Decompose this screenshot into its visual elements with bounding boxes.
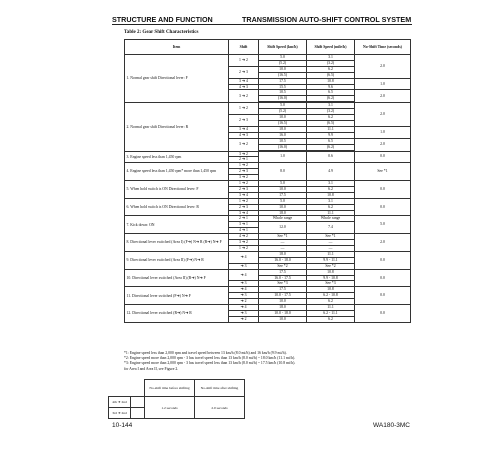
col-item: Item [125, 40, 229, 55]
cell-kmh: 16.0 - 17.5 [259, 275, 307, 281]
cell-kmh: 18.0 [259, 126, 307, 132]
cell-shift: 2 ➜ 3 [229, 115, 259, 127]
cell-time: 0.0 [355, 269, 411, 287]
cell-shift: 2 ➜ 3 [229, 204, 259, 210]
cell-kmh: Whole range [259, 216, 307, 222]
cell-mph: 6.2 [307, 299, 355, 305]
cell-mph: 6.2 [307, 204, 355, 210]
cell-shift: 1 ➜ 2 [229, 246, 259, 252]
cell-kmh: 16.0 - 18.0 [259, 257, 307, 263]
row-item: 5. When hold switch is ON Directional lever: F [125, 181, 229, 199]
cell-mph: 6.2 [307, 115, 355, 121]
cell-shift: 3 ➜ 1 [229, 222, 259, 228]
table-header-row [125, 40, 411, 55]
cell-mph: 11.1 [307, 126, 355, 132]
cell-shift: 3 ➜ 4 [229, 126, 259, 132]
table-notes [124, 351, 424, 372]
row-item: 9. Directional lever switched (Area II) (F➜) N➜ R [125, 251, 229, 269]
cell-time: See *1 [355, 163, 411, 181]
cell-shift: 2 ➜ 3 [229, 169, 259, 175]
cell-mph: 10.8 [307, 269, 355, 275]
cell-shift: 2 ➜ 3 [229, 186, 259, 192]
cell-shift: 1 ➜ 2 [229, 103, 259, 115]
cell-mph: See *2 [307, 263, 355, 269]
cell-time: 0.0 [355, 198, 411, 216]
cell-time: 0.0 [355, 305, 411, 323]
header-rule [112, 24, 412, 25]
cell-shift: 4 ➜ 3 [229, 84, 259, 90]
sub-shift: 3rd ➜ 2nd [109, 408, 131, 419]
cell-shift: 3 ➜ 2 [229, 90, 259, 103]
cell-kmh: 18.0 [259, 251, 307, 257]
cell-shift: 4 ➜ 2 [229, 234, 259, 240]
cell-kmh: 5.0 [259, 55, 307, 61]
cell-kmh: 17.5 [259, 192, 307, 198]
cell-time: 2.0 [355, 90, 411, 103]
cell-shift: 1 ➜ 2 [229, 163, 259, 169]
cell-shift: 1 ➜ 2 [229, 55, 259, 67]
table-row [109, 397, 245, 408]
cell-mph: 4.9 [307, 163, 355, 181]
cell-shift: 3 ➜ 4 [229, 78, 259, 84]
cell-kmh: 17.5 [259, 287, 307, 293]
row-item: 7. Kick down: ON [125, 216, 229, 234]
no-shift-time-table [108, 379, 245, 419]
header-right: TRANSMISSION AUTO-SHIFT CONTROL SYSTEM [242, 15, 412, 24]
cell-shift: ➜ 4 [229, 305, 259, 311]
sub-before: 1.2 seconds [145, 397, 195, 419]
cell-kmh: See *3 [259, 281, 307, 287]
cell-mph: 6.5 [307, 90, 355, 96]
row-item: 1. Normal gear shift Directional lever: F [125, 55, 229, 103]
cell-kmh: 1.0 [259, 151, 307, 163]
cell-mph: 9.6 [307, 84, 355, 90]
cell-kmh: 17.5 [259, 269, 307, 275]
cell-time: 0.0 [355, 251, 411, 269]
cell-shift: ➜ 3 [229, 310, 259, 316]
cell-mph: 3.1 [307, 198, 355, 204]
cell-kmh: 16.0 [259, 132, 307, 138]
table-title: Table 2: Gear Shift Characteristics [124, 30, 199, 35]
cell-mph: 3.1 [307, 181, 355, 187]
cell-mph: 6.2 [307, 316, 355, 322]
gear-shift-table [124, 39, 411, 323]
cell-mph: 6.2 - 11.1 [307, 310, 355, 316]
row-item: 4. Engine speed less than 1,450 rpm* more than 1,450 rpm [125, 163, 229, 181]
cell-mph: 11.1 [307, 210, 355, 216]
cell-kmh: (5.2) [259, 109, 307, 115]
cell-kmh: 5.0 [259, 103, 307, 109]
header-left: STRUCTURE AND FUNCTION [112, 15, 213, 24]
row-item: 6. When hold switch is ON Directional lever: R [125, 198, 229, 216]
cell-mph: 11.1 [307, 251, 355, 257]
cell-kmh: — [259, 246, 307, 252]
note-2: *2: Engine speed more than 2,000 rpm - 3 has travel speed less than 13 km/h (8.0 mi/h) ~ 18.0 km/h (11.1 mi/h). [124, 356, 296, 361]
cell-mph: Whole range [307, 216, 355, 222]
cell-kmh: 10.0 [259, 204, 307, 210]
cell-mph: (6.2) [307, 144, 355, 150]
cell-mph: (6.2) [307, 96, 355, 102]
cell-kmh: 5.0 [259, 181, 307, 187]
cell-kmh: (16.5) [259, 72, 307, 78]
cell-kmh: 10.0 [259, 316, 307, 322]
row-item: 2. Normal gear shift Directional lever: R [125, 103, 229, 151]
cell-mph: See *1 [307, 234, 355, 240]
cell-mph: (6.5) [307, 72, 355, 78]
cell-time: 2.0 [355, 138, 411, 151]
sub-after: 2.0 seconds [195, 397, 245, 419]
col-kmh: Shift Speed (km/h) [259, 40, 307, 55]
note-1: *1: Engine speed less than 2,000 rpm and travel speed between 13 km/h (8.0 mi/h) and 16 km/h (9.9 mi/h). [124, 351, 287, 355]
sub-head-blank [109, 380, 131, 397]
cell-mph: 3.1 [307, 55, 355, 61]
cell-kmh: 10.0 [259, 115, 307, 121]
sub-blank [131, 408, 145, 419]
cell-shift: 3 ➜ 2 [229, 175, 259, 181]
row-item: 10. Directional lever switched (Area II) (R➜) N➜ F [125, 269, 229, 287]
cell-mph: — [307, 240, 355, 246]
cell-time: 2.0 [355, 103, 411, 127]
cell-shift: 4 ➜ 3 [229, 132, 259, 138]
sub-head-after: No-shift time after shifting [195, 380, 245, 397]
cell-kmh: (5.2) [259, 60, 307, 66]
note-4: for Area I and Area II, see Figure 2. [124, 366, 179, 371]
cell-shift: ➜ 3 [229, 263, 259, 269]
model-code: WA180-3MC [373, 422, 410, 429]
cell-mph: 10.8 [307, 192, 355, 198]
cell-mph: 9.9 [307, 132, 355, 138]
cell-shift: 3 ➜ 2 [229, 240, 259, 246]
cell-mph: 6.5 [307, 138, 355, 144]
cell-shift: ➜ 4 [229, 287, 259, 293]
cell-kmh: 15.5 [259, 84, 307, 90]
page-number: 10-144 [112, 422, 133, 429]
cell-mph: (6.5) [307, 120, 355, 126]
cell-kmh: 10.0 [259, 66, 307, 72]
cell-mph: 6.2 - 10.8 [307, 293, 355, 299]
row-item: 12. Directional lever switched (R➜) N➜ R [125, 305, 229, 323]
note-3: *3: Engine speed more than 2,000 rpm - 3 has travel speed less than 13 km/h (8.0 mi/h) ~ 17.5 km/h (10.8 mi/h). [124, 361, 296, 366]
cell-shift: 1 ➜ 2 [229, 198, 259, 204]
cell-shift: 4 ➜ 1 [229, 228, 259, 234]
cell-kmh: 10.0 - 18.0 [259, 310, 307, 316]
row-item: 8. Directional lever switched (Area I) (F➜) N➜ R (R➜) N➜ F [125, 234, 229, 252]
sub-head-before: No-shift time before shifting [145, 380, 195, 397]
cell-kmh: 8.0 [259, 163, 307, 181]
cell-shift: 2 ➜ 3 [229, 66, 259, 78]
cell-mph: 9.9 - 10.8 [307, 275, 355, 281]
cell-shift: 3 ➜ 2 [229, 138, 259, 151]
sub-blank [131, 397, 145, 408]
cell-kmh: 10.5 [259, 90, 307, 96]
cell-shift: ➜ 2 [229, 299, 259, 305]
col-time: No-Shift Time (seconds) [355, 40, 411, 55]
cell-mph: 3.1 [307, 103, 355, 109]
cell-shift: ➜ 3 [229, 293, 259, 299]
cell-shift: ➜ 4 [229, 251, 259, 263]
cell-kmh: (16.0) [259, 96, 307, 102]
cell-mph: 7.4 [307, 222, 355, 234]
cell-mph: (3.2) [307, 60, 355, 66]
cell-shift: ➜ 2 [229, 316, 259, 322]
cell-time: 0.0 [355, 287, 411, 305]
cell-mph: (3.2) [307, 109, 355, 115]
cell-shift: 2 ➜ 1 [229, 216, 259, 222]
sub-head-blank [131, 380, 145, 397]
cell-mph: 6.2 [307, 66, 355, 72]
table-header-row [109, 380, 245, 397]
cell-kmh: 10.5 [259, 138, 307, 144]
row-item: 3. Engine speed less than 1,450 rpm [125, 151, 229, 163]
cell-time: 2.0 [355, 234, 411, 252]
cell-mph: 11.1 [307, 305, 355, 311]
cell-time: 0.0 [355, 181, 411, 199]
cell-kmh: 18.0 [259, 210, 307, 216]
cell-mph: 0.6 [307, 151, 355, 163]
cell-shift: ➜ 4 [229, 269, 259, 281]
cell-shift: 3 ➜ 4 [229, 210, 259, 216]
cell-time: 1.0 [355, 126, 411, 138]
row-item: 11. Directional lever switched (F➜) N➜ F [125, 287, 229, 305]
cell-shift: 3 ➜ 4 [229, 192, 259, 198]
cell-kmh: See *2 [259, 263, 307, 269]
cell-kmh: 10.0 [259, 186, 307, 192]
cell-mph: 10.8 [307, 287, 355, 293]
cell-time: 0.0 [355, 151, 411, 163]
cell-shift: 3 ➜ 2 [229, 151, 259, 157]
cell-kmh: — [259, 240, 307, 246]
cell-kmh: (16.0) [259, 144, 307, 150]
table-row [125, 163, 411, 169]
cell-kmh: 18.0 [259, 305, 307, 311]
cell-mph: See *3 [307, 281, 355, 287]
cell-time: 5.0 [355, 216, 411, 234]
cell-shift: 1 ➜ 2 [229, 181, 259, 187]
cell-shift: 2 ➜ 1 [229, 157, 259, 163]
cell-kmh: 12.0 [259, 222, 307, 234]
cell-mph: 6.2 [307, 186, 355, 192]
cell-time: 2.0 [355, 55, 411, 79]
sub-shift: 4th ➜ 2nd [109, 397, 131, 408]
cell-mph: — [307, 246, 355, 252]
cell-shift: ➜ 3 [229, 281, 259, 287]
cell-kmh: (16.5) [259, 120, 307, 126]
cell-kmh: 10.0 [259, 299, 307, 305]
cell-kmh: 17.5 [259, 78, 307, 84]
cell-kmh: 10.0 - 17.5 [259, 293, 307, 299]
col-shift: Shift [229, 40, 259, 55]
cell-kmh: 5.0 [259, 198, 307, 204]
cell-time: 1.0 [355, 78, 411, 90]
cell-mph: 10.8 [307, 78, 355, 84]
col-mph: Shift Speed (mile/h) [307, 40, 355, 55]
cell-mph: 9.9 - 11.1 [307, 257, 355, 263]
cell-kmh: See *1 [259, 234, 307, 240]
table-row [125, 151, 411, 157]
